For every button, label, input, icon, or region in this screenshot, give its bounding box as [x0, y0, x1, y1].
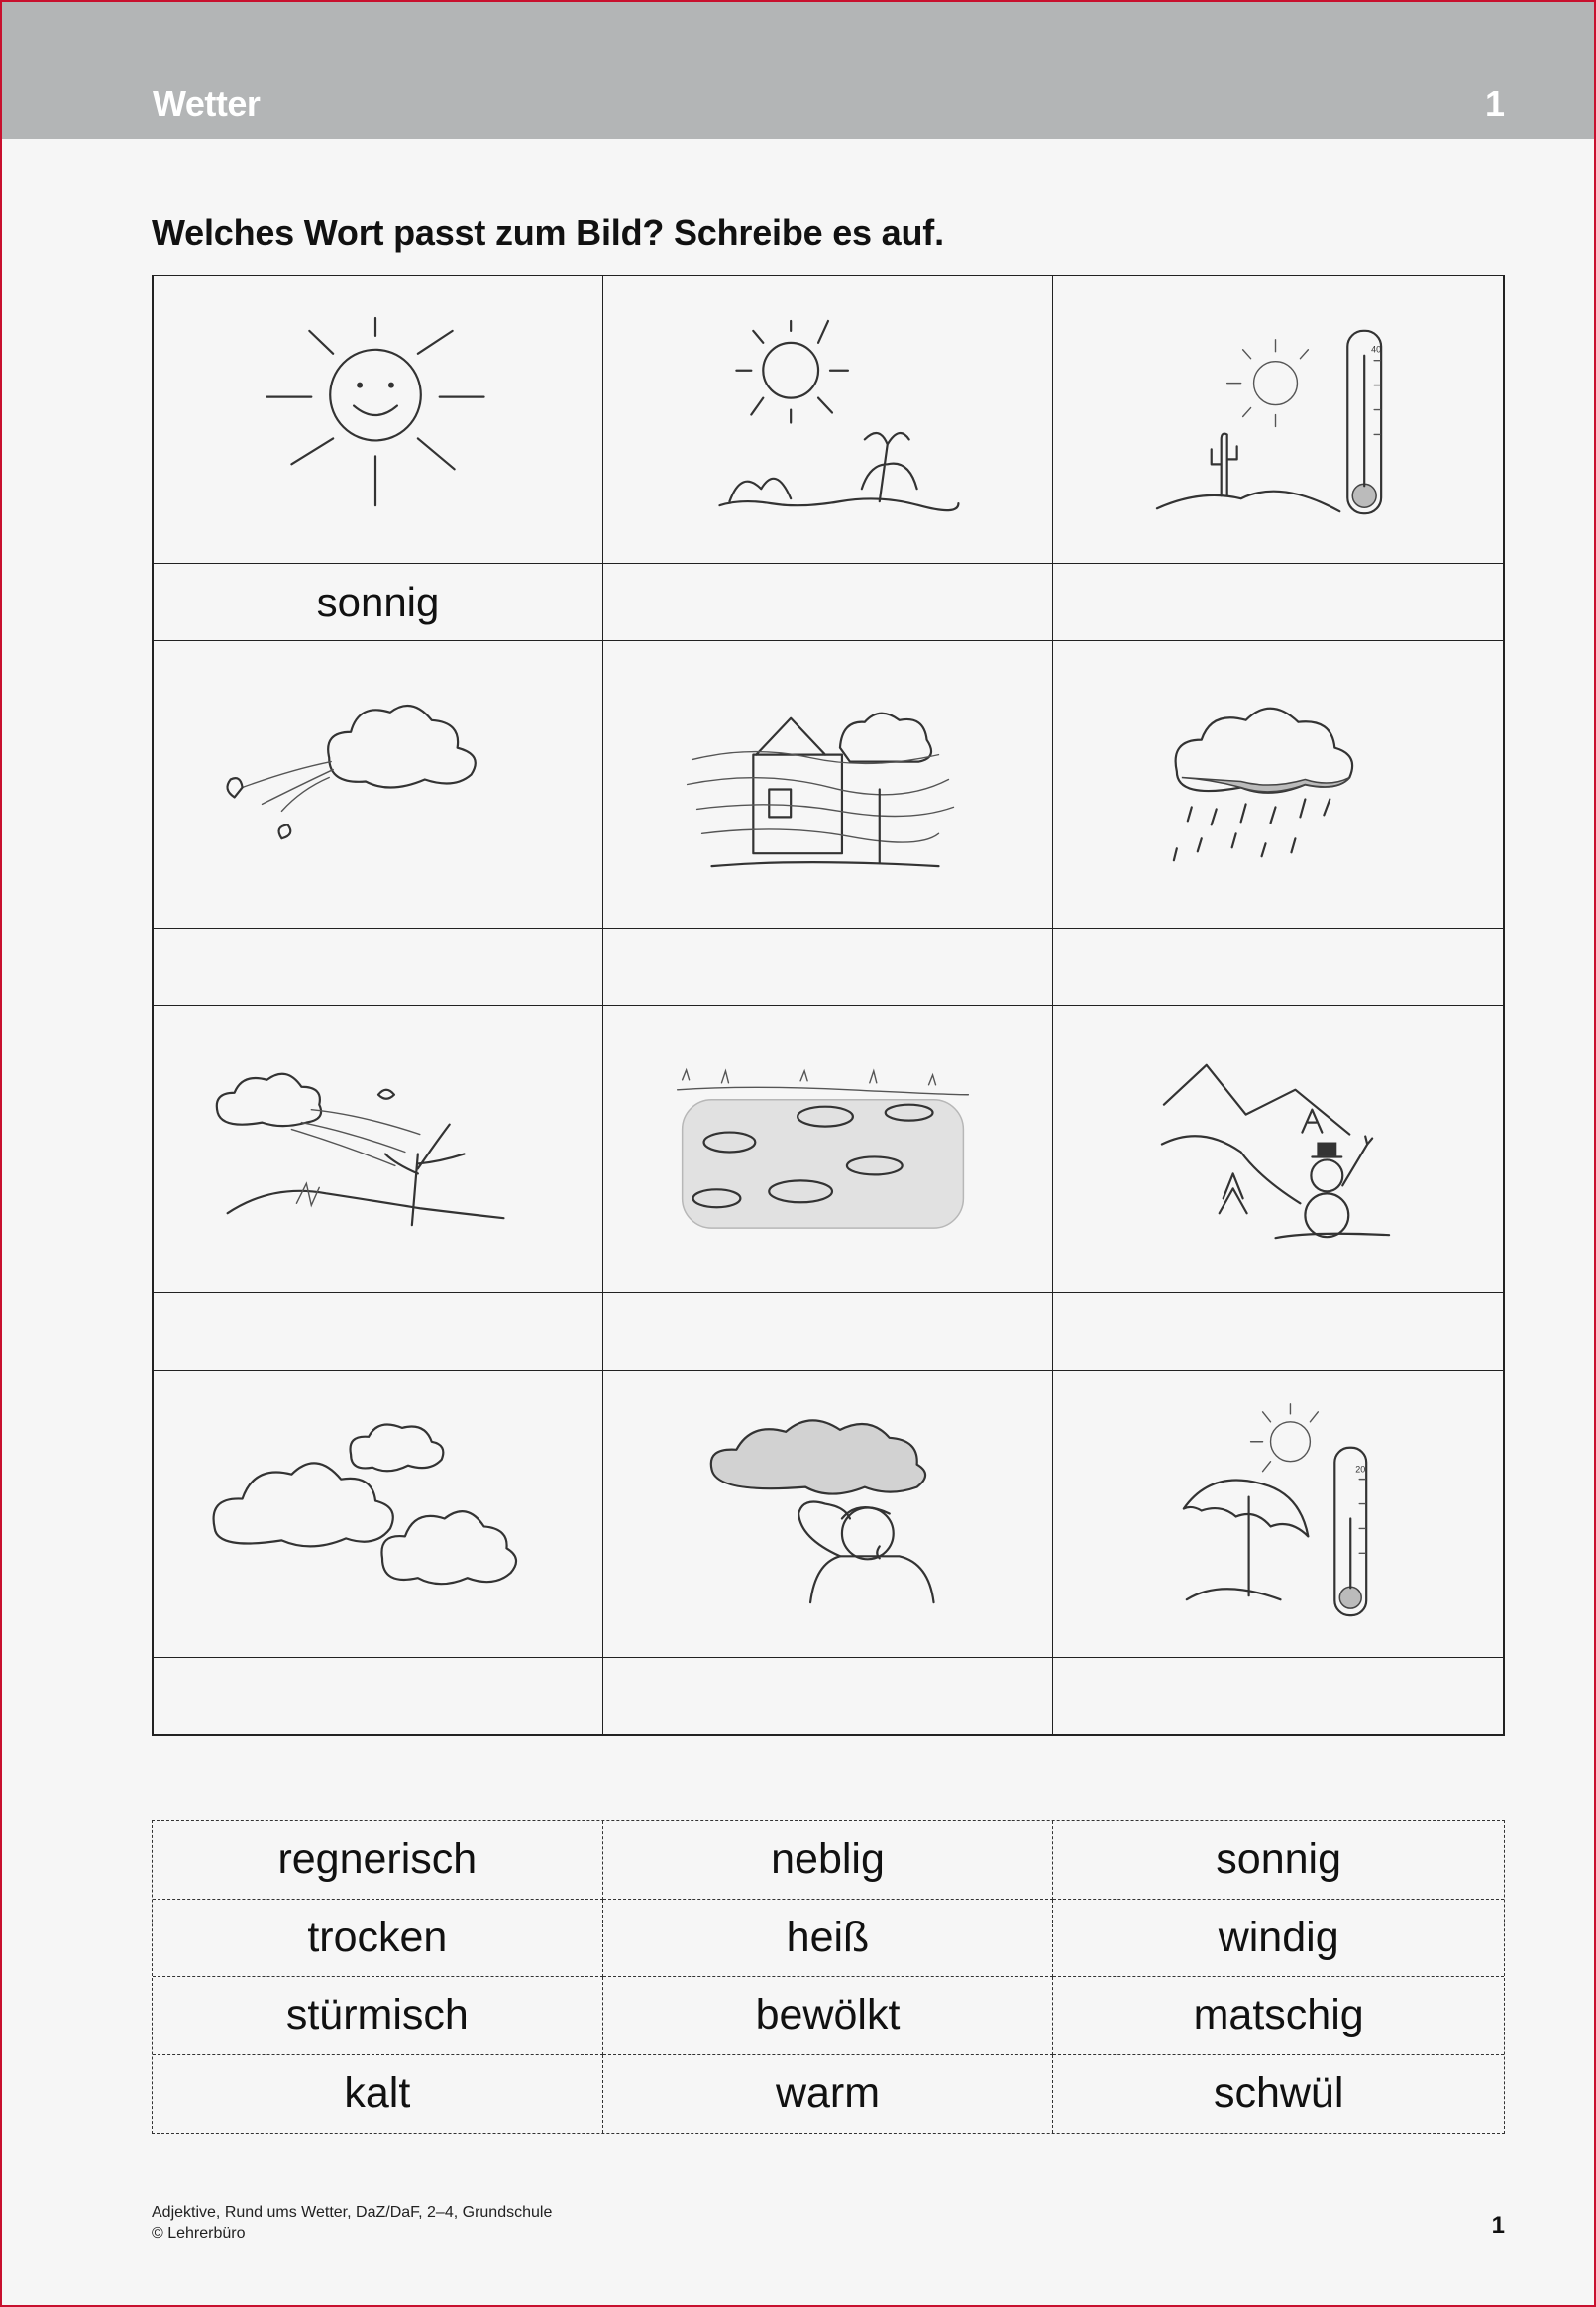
answer-field-5[interactable]	[603, 929, 1053, 1006]
instruction-heading: Welches Wort passt zum Bild? Schreibe es auf.	[152, 212, 944, 253]
footer-line-2: © Lehrerbüro	[152, 2225, 246, 2242]
wind-cloud-icon	[154, 641, 603, 929]
word-bank-item: regnerisch	[153, 1821, 603, 1900]
word-bank	[152, 1820, 1505, 2134]
footer-page-number: 1	[1491, 2212, 1505, 2239]
rain-cloud-icon	[1053, 641, 1503, 929]
word-bank-item: sonnig	[1053, 1821, 1504, 1900]
answer-field-9[interactable]	[1053, 1293, 1503, 1371]
word-bank-item: stürmisch	[153, 1977, 603, 2055]
answer-field-6[interactable]	[1053, 929, 1503, 1006]
warm-umbrella-thermometer-icon	[1053, 1371, 1503, 1658]
picture-word-table	[152, 275, 1505, 1736]
thermometer-label-20: 20	[1355, 1464, 1366, 1475]
answer-field-10[interactable]	[154, 1658, 603, 1734]
word-bank-item: warm	[603, 2055, 1054, 2134]
word-bank-item: windig	[1053, 1900, 1504, 1978]
storm-tree-icon	[154, 1006, 603, 1293]
word-bank-item: bewölkt	[603, 1977, 1054, 2055]
word-bank-item: trocken	[153, 1900, 603, 1978]
answer-field-7[interactable]	[154, 1293, 603, 1371]
clouds-icon	[154, 1371, 603, 1658]
header-title: Wetter	[153, 83, 261, 124]
answer-field-3[interactable]	[1053, 564, 1503, 641]
muddy-puddles-icon	[603, 1006, 1053, 1293]
hot-thermometer-cactus-icon	[1053, 276, 1503, 564]
answer-field-2[interactable]	[603, 564, 1053, 641]
word-bank-item: heiß	[603, 1900, 1054, 1978]
word-bank-item: matschig	[1053, 1977, 1504, 2055]
humid-person-icon	[603, 1371, 1053, 1658]
footer-line-1: Adjektive, Rund ums Wetter, DaZ/DaF, 2–4, Grundschule	[152, 2204, 553, 2221]
thermometer-label-40: 40	[1371, 344, 1382, 355]
snowman-mountains-icon	[1053, 1006, 1503, 1293]
answer-field-12[interactable]	[1053, 1658, 1503, 1734]
footer-credits	[152, 2202, 552, 2244]
page-header	[2, 2, 1594, 139]
word-bank-item: neblig	[603, 1821, 1054, 1900]
answer-field-4[interactable]	[154, 929, 603, 1006]
answer-field-11[interactable]	[603, 1658, 1053, 1734]
word-bank-item: schwül	[1213, 2069, 1344, 2118]
word-bank-item: kalt	[153, 2055, 603, 2134]
sun-dry-plants-icon	[603, 276, 1053, 564]
smiling-sun-icon	[154, 276, 603, 564]
answer-field-8[interactable]	[603, 1293, 1053, 1371]
answer-field-1[interactable]: sonnig	[154, 564, 603, 641]
header-page-number: 1	[1484, 83, 1505, 124]
foggy-house-icon	[603, 641, 1053, 929]
